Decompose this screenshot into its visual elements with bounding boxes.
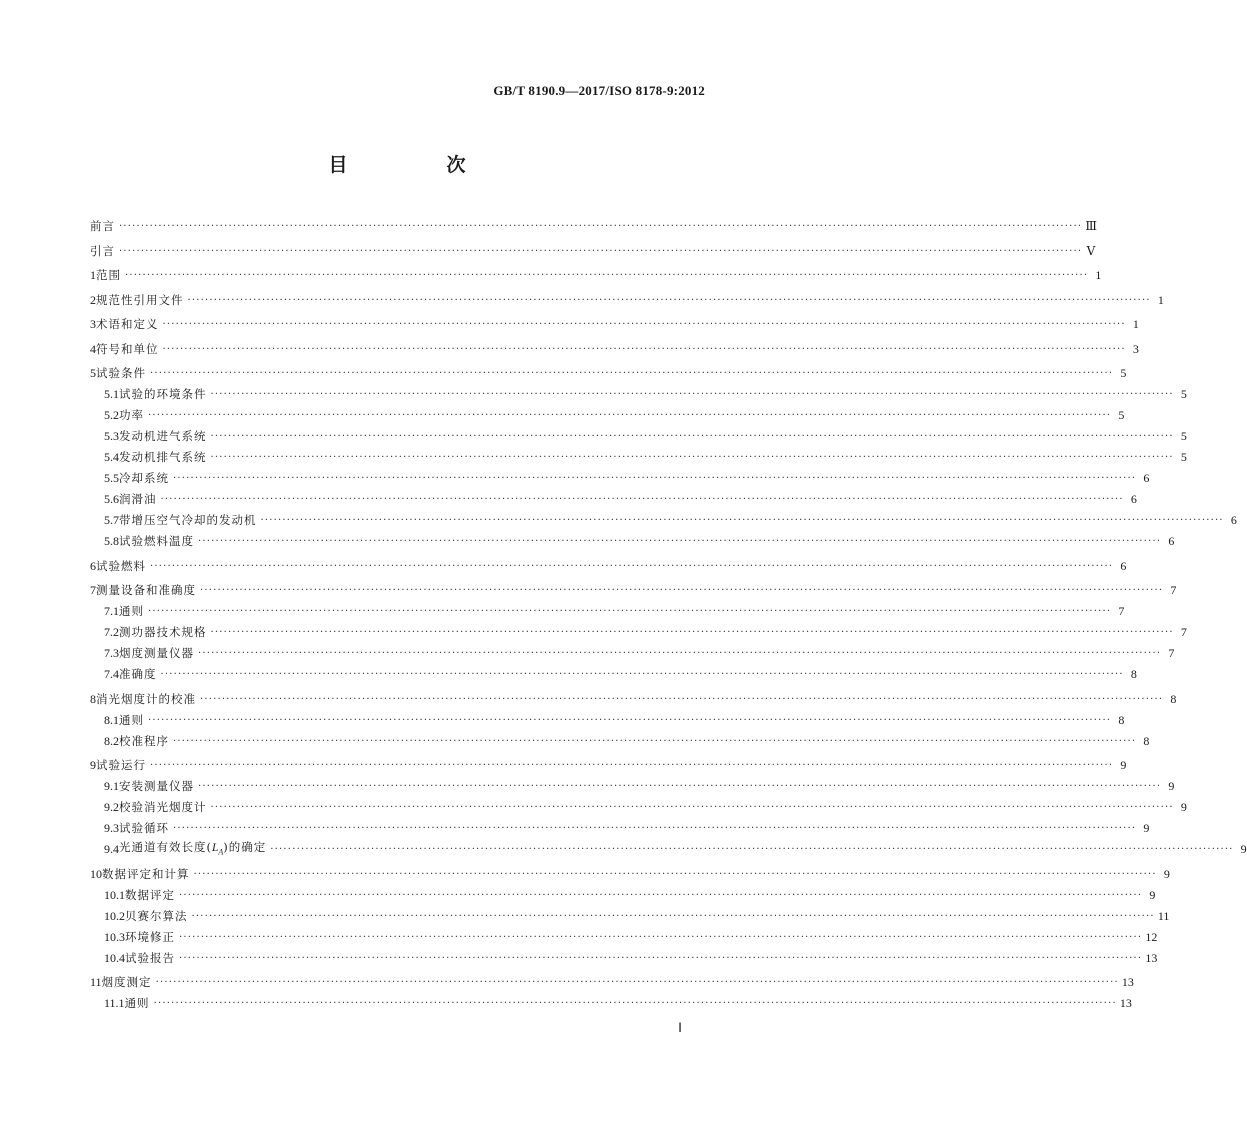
toc-entry-number: 10 (90, 866, 102, 881)
toc-entry-page: 5 (1180, 450, 1187, 464)
toc-entry-number: 8.1 (104, 712, 119, 727)
toc-entry[interactable] (90, 972, 1134, 993)
toc-entry[interactable] (90, 601, 1125, 622)
toc-entry-label: 数据评定和计算 (102, 866, 190, 881)
toc-leader-dots: ···························································································································································································································· (150, 560, 1114, 572)
toc-entry-page: 11 (1157, 908, 1170, 923)
toc-entry-label: 烟度测定 (101, 975, 152, 989)
toc-leader-dots: ···························································································································································································································· (193, 868, 1157, 880)
toc-entry[interactable] (90, 510, 1237, 531)
toc-entry-number: 8 (90, 691, 96, 706)
toc-entry-label: 准确度 (119, 667, 157, 681)
toc-leader-dots: ···························································································································································································································· (210, 627, 1174, 638)
toc-leader-dots: ···························································································································································································································· (200, 693, 1164, 705)
toc-leader-dots: ···························································································································································································································· (187, 294, 1151, 306)
toc-entry-page: 8 (1118, 712, 1125, 727)
toc-entry-label: 术语和定义 (96, 317, 159, 331)
toc-entry-page: 7 (1170, 583, 1177, 597)
toc-entry[interactable] (90, 384, 1187, 405)
toc-entry-number: 5.6 (104, 492, 119, 506)
toc-leader-dots: ···························································································································································································································· (270, 844, 1234, 855)
toc-entry-label: 引言 (90, 243, 115, 258)
toc-entry[interactable] (90, 468, 1150, 489)
toc-entry-page: 13 (1119, 996, 1132, 1010)
toc-leader-dots: ···························································································································································································································· (148, 714, 1112, 726)
toc-leader-dots: ···························································································································································································································· (198, 781, 1162, 792)
toc-leader-dots: ···························································································································································································································· (210, 802, 1174, 813)
toc-entry-label: 试验条件 (96, 366, 146, 380)
table-of-contents (90, 216, 1247, 1014)
toc-leader-dots: ···························································································································································································································· (160, 494, 1124, 505)
toc-entry-page: 8 (1143, 733, 1150, 748)
toc-leader-dots: ···························································································································································································································· (155, 977, 1119, 988)
toc-leader-dots: ···························································································································································································································· (210, 452, 1174, 463)
toc-entry[interactable] (90, 314, 1139, 335)
standard-number-header: GB/T 8190.9—2017/ISO 8178-9:2012 (493, 83, 705, 98)
toc-entry-page: 6 (1168, 534, 1175, 548)
toc-entry-page: 5 (1120, 366, 1127, 380)
toc-entry[interactable] (90, 556, 1127, 577)
toc-entry-number: 9.4 (104, 842, 119, 856)
toc-leader-dots: ···························································································································································································································· (179, 952, 1143, 964)
toc-entry-number: 1 (90, 268, 96, 282)
toc-entry-number: 10.2 (104, 908, 125, 923)
toc-entry-page: 1 (1157, 292, 1164, 307)
toc-entry-number: 6 (90, 558, 96, 573)
toc-entry-page: 13 (1121, 975, 1134, 989)
toc-entry-page: 6 (1120, 558, 1127, 573)
toc-entry-label: 通则 (124, 996, 150, 1010)
toc-entry-number: 5.2 (104, 408, 119, 422)
toc-entry[interactable] (90, 864, 1170, 885)
toc-entry-label: 数据评定 (125, 887, 175, 902)
toc-leader-dots: ···························································································································································································································· (179, 931, 1143, 943)
toc-entry-number: 9.1 (104, 779, 119, 793)
toc-leader-dots: ···························································································································································································································· (162, 343, 1126, 355)
toc-leader-dots: ···························································································································································································································· (191, 910, 1155, 922)
toc-entry-label: 通则 (119, 604, 144, 618)
toc-entry[interactable] (90, 339, 1139, 360)
toc-entry-number: 7.4 (104, 667, 119, 681)
toc-entry-label: 烟度测量仪器 (119, 646, 194, 660)
toc-entry-label: 校准程序 (119, 733, 169, 748)
toc-entry-label: 试验循环 (119, 821, 169, 835)
toc-entry-number: 11 (90, 975, 102, 989)
toc-leader-dots: ···························································································································································································································· (210, 389, 1174, 400)
toc-entry-label: 试验运行 (96, 758, 146, 772)
toc-entry-page: 7 (1180, 625, 1187, 639)
toc-entry-page: 9 (1163, 866, 1170, 881)
toc-leader-dots: ···························································································································································································································· (173, 823, 1137, 834)
toc-leader-dots: ···························································································································································································································· (148, 410, 1112, 421)
toc-entry-number: 5.8 (104, 534, 119, 548)
toc-entry-label: 测量设备和准确度 (96, 583, 196, 597)
toc-entry-label: 试验燃料 (96, 558, 146, 573)
toc-entry-page: 6 (1230, 513, 1237, 527)
page-title: 目 次 (328, 154, 506, 176)
toc-entry-page: 5 (1180, 387, 1187, 401)
toc-entry-number: 7.2 (104, 625, 119, 639)
toc-leader-dots: ···························································································································································································································· (148, 606, 1112, 617)
toc-entry-label: 符号和单位 (96, 341, 159, 356)
toc-entry-number: 5.4 (104, 450, 119, 464)
toc-entry-number: 9 (90, 758, 96, 772)
toc-leader-dots: ···························································································································································································································· (198, 648, 1162, 659)
toc-leader-dots: ···························································································································································································································· (200, 585, 1164, 596)
page-folio: Ⅰ (678, 1020, 682, 1035)
toc-entry[interactable] (90, 776, 1175, 797)
toc-entry-label: 光通道有效长度$(L_A)$的确定 (119, 839, 267, 857)
toc-entry[interactable] (90, 927, 1158, 948)
toc-entry[interactable] (90, 265, 1102, 286)
toc-entry-number: 4 (90, 341, 96, 356)
toc-entry-number: 5 (90, 366, 96, 380)
toc-entry-number: 7 (90, 583, 96, 597)
toc-entry-page: 7 (1168, 646, 1175, 660)
toc-entry[interactable] (90, 216, 1097, 237)
toc-entry-label: 冷却系统 (119, 471, 169, 485)
toc-entry-page: 9 (1149, 887, 1156, 902)
toc-leader-dots: ···························································································································································································································· (173, 735, 1137, 747)
toc-entry-page: 12 (1145, 929, 1158, 944)
toc-entry[interactable] (90, 818, 1150, 839)
toc-leader-dots: ···························································································································································································································· (160, 669, 1124, 680)
toc-entry-page: 13 (1145, 950, 1158, 965)
toc-entry-label: 安装测量仪器 (119, 779, 194, 793)
toc-entry[interactable] (90, 241, 1096, 262)
toc-entry-number: 10.1 (104, 887, 125, 902)
toc-entry-label: 带增压空气冷却的发动机 (119, 513, 257, 527)
toc-entry-number: 7.3 (104, 646, 119, 660)
toc-entry[interactable] (90, 531, 1175, 552)
toc-entry-label: 发动机进气系统 (119, 429, 207, 443)
toc-entry-page: 6 (1143, 471, 1150, 485)
toc-entry-label: 功率 (119, 408, 144, 422)
toc-entry[interactable] (90, 290, 1164, 311)
toc-entry-number: 9.2 (104, 800, 119, 814)
toc-entry-label: 范围 (96, 268, 121, 282)
toc-entry[interactable] (90, 447, 1187, 468)
toc-entry[interactable] (90, 797, 1187, 818)
toc-leader-dots: ···························································································································································································································· (150, 760, 1114, 771)
toc-entry[interactable] (90, 664, 1137, 685)
toc-entry-label: 发动机排气系统 (119, 450, 207, 464)
toc-entry-label: 试验的环境条件 (119, 387, 207, 401)
toc-entry-page: 9 (1168, 779, 1175, 793)
toc-entry-number: 10.4 (104, 950, 125, 965)
toc-entry-page: 5 (1118, 408, 1125, 422)
toc-entry-label: 润滑油 (119, 492, 157, 506)
toc-entry-number: 3 (90, 317, 96, 331)
toc-entry-number: 5.3 (104, 429, 119, 443)
toc-entry[interactable] (90, 426, 1187, 447)
toc-entry[interactable] (90, 710, 1125, 731)
toc-entry[interactable] (90, 689, 1177, 710)
toc-entry[interactable] (90, 622, 1187, 643)
toc-entry-number: 7.1 (104, 604, 119, 618)
toc-entry-number: 11.1 (104, 996, 125, 1010)
toc-entry-label: 前言 (90, 219, 115, 233)
toc-entry-number: 9.3 (104, 821, 119, 835)
toc-leader-dots: ···························································································································································································································· (179, 889, 1143, 901)
toc-leader-dots: ···························································································································································································································· (150, 368, 1114, 379)
toc-entry-page: 9 (1240, 842, 1247, 856)
toc-entry-label: 试验报告 (125, 950, 175, 965)
toc-leader-dots: ···························································································································································································································· (125, 270, 1089, 281)
toc-entry-page: Ⅲ (1085, 219, 1097, 233)
toc-entry[interactable] (90, 755, 1127, 776)
toc-entry[interactable] (90, 993, 1132, 1014)
toc-leader-dots: ···························································································································································································································· (173, 473, 1137, 484)
toc-leader-dots: ···························································································································································································································· (198, 536, 1162, 547)
toc-entry-number: 10.3 (104, 929, 125, 944)
toc-entry-label: 测功器技术规格 (119, 625, 207, 639)
toc-entry-page: 9 (1180, 800, 1187, 814)
toc-entry-number: 5.7 (104, 513, 119, 527)
toc-leader-dots: ···························································································································································································································· (162, 319, 1126, 330)
toc-entry[interactable] (90, 839, 1247, 860)
toc-entry-number: 2 (90, 292, 96, 307)
toc-entry-page: 7 (1118, 604, 1125, 618)
toc-entry-page: 3 (1132, 341, 1139, 356)
toc-entry-page: Ⅴ (1086, 243, 1096, 258)
toc-entry-label: 试验燃料温度 (119, 534, 194, 548)
toc-entry-number: 8.2 (104, 733, 119, 748)
toc-leader-dots: ···························································································································································································································· (210, 431, 1174, 442)
toc-entry-page: 9 (1143, 821, 1150, 835)
toc-entry-label: 贝赛尔算法 (125, 908, 188, 923)
toc-entry-page: 8 (1130, 667, 1137, 681)
toc-entry[interactable] (90, 948, 1158, 969)
toc-entry-number: 5.5 (104, 471, 119, 485)
toc-entry[interactable] (90, 580, 1177, 601)
toc-entry-page: 9 (1120, 758, 1127, 772)
toc-entry[interactable] (90, 405, 1125, 426)
toc-entry[interactable] (90, 885, 1156, 906)
toc-leader-dots: ···························································································································································································································· (119, 221, 1083, 232)
toc-entry[interactable] (90, 731, 1150, 752)
toc-leader-dots: ···························································································································································································································· (260, 515, 1224, 526)
toc-entry[interactable] (90, 489, 1137, 510)
toc-entry[interactable] (90, 906, 1170, 927)
toc-entry-page: 1 (1132, 317, 1139, 331)
toc-leader-dots: ···························································································································································································································· (153, 998, 1117, 1009)
toc-entry-label: 校验消光烟度计 (119, 800, 207, 814)
toc-entry-page: 5 (1180, 429, 1187, 443)
toc-leader-dots: ···························································································································································································································· (119, 245, 1083, 257)
toc-entry-page: 6 (1130, 492, 1137, 506)
toc-entry-number: 5.1 (104, 387, 119, 401)
toc-entry-label: 通则 (119, 712, 144, 727)
toc-entry-label: 环境修正 (125, 929, 175, 944)
toc-entry-page: 8 (1170, 691, 1177, 706)
toc-entry-page: 1 (1095, 268, 1102, 282)
toc-entry[interactable] (90, 643, 1175, 664)
toc-entry-label: 消光烟度计的校准 (96, 691, 196, 706)
toc-entry-label: 规范性引用文件 (96, 292, 184, 307)
toc-entry[interactable] (90, 363, 1127, 384)
